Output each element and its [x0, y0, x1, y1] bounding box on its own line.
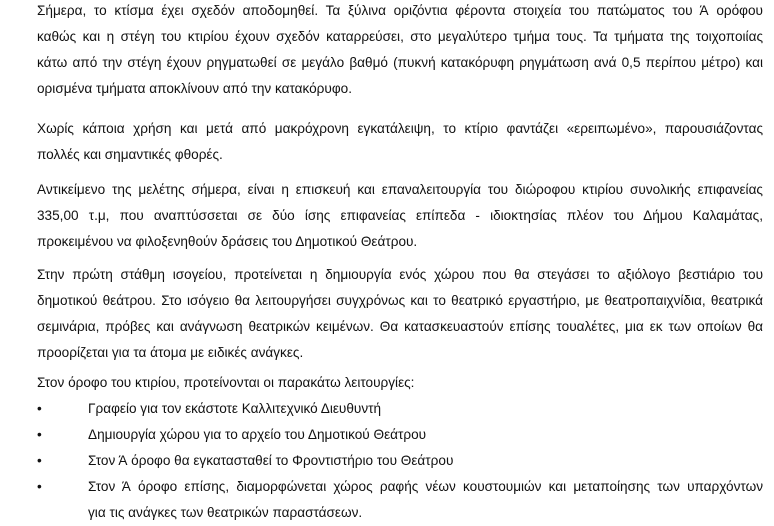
paragraph-building-condition — [37, 0, 763, 102]
list-item — [37, 474, 763, 526]
paragraph-abandonment — [37, 116, 763, 168]
text-line: πολλές και σημαντικές φθορές. — [37, 147, 223, 162]
text-line: Χωρίς κάποια χρήση και μετά από μακρόχρονη εγκατάλειψη, το κτίριο φαντάζει «ερειπωμένο», παρουσιάζοντας — [37, 121, 763, 136]
paragraph-study-object — [37, 177, 763, 255]
text-line: προορίζεται για τα άτομα με ειδικές ανάγκες. — [37, 345, 304, 360]
list-item — [37, 422, 763, 448]
paragraph-ground-floor — [37, 262, 763, 366]
text-line: δημοτικού θεάτρου. Στο ισόγειο θα λειτουργήσει συγχρόνως και το θεατρικό εργαστήριο, με θεατροπαιχνίδια, θεατρικά — [37, 293, 763, 308]
list-item — [37, 448, 763, 474]
list-item-text: Γραφείο για τον εκάστοτε Καλλιτεχνικό Διευθυντή — [88, 401, 382, 416]
paragraph-upper-floor-intro — [37, 370, 763, 396]
bullet-icon: • — [37, 401, 42, 416]
text-line: Σήμερα, το κτίσμα έχει σχεδόν αποδομηθεί. Τα ξύλινα οριζόντια φέροντα στοιχεία του πατώματος του Ά ορόφου — [37, 3, 763, 18]
text-line: ορισμένα τμήματα αποκλίνουν από την κατακόρυφο. — [37, 81, 352, 96]
list-item-text: Στον Ά όροφο επίσης, διαμορφώνεται χώρος ραφής νέων κουστουμιών και μεταποίησης των υπαρχόντων — [88, 479, 763, 494]
text-line: Στον όροφο του κτιρίου, προτείνονται οι παρακάτω λειτουργίες: — [37, 375, 415, 390]
bullet-icon: • — [37, 427, 42, 442]
text-line: Στην πρώτη στάθμη ισογείου, προτείνεται η δημιουργία ενός χώρου που θα στεγάσει το αξιόλογο βεστιάριο του — [37, 267, 763, 282]
text-line: κάτω από την στέγη έχουν ρηγματωθεί σε μεγάλο βαθμό (πυκνή κατακόρυφη ρηγμάτωση ανά 0,5 περίπου μέτρο) και — [37, 55, 763, 70]
upper-floor-functions-list — [37, 396, 763, 526]
text-line: καθώς και η στέγη του κτιρίου έχουν σχεδόν καταρρεύσει, στο μεγαλύτερο τμήμα τους. Τα τμήματα της τοιχοποιίας — [37, 29, 763, 44]
bullet-icon: • — [37, 479, 42, 494]
list-item-text: για τις ανάγκες των θεατρικών παραστάσεων. — [88, 505, 363, 520]
bullet-icon: • — [37, 453, 42, 468]
list-item-text: Δημιουργία χώρου για το αρχείο του Δημοτικού Θεάτρου — [88, 427, 427, 442]
list-item — [37, 396, 763, 422]
text-line: Αντικείμενο της μελέτης σήμερα, είναι η επισκευή και επαναλειτουργία του διώροφου κτιρίου συνολικής επιφανείας — [37, 182, 763, 197]
text-line: προκειμένου να φιλοξενηθούν δράσεις του Δημοτικού Θεάτρου. — [37, 234, 418, 249]
list-item-text: Στον Ά όροφο θα εγκατασταθεί το Φροντιστήριο του Θεάτρου — [88, 453, 454, 468]
text-line: σεμινάρια, πρόβες και ανάγνωση θεατρικών κειμένων. Θα κατασκευαστούν επίσης τουαλέτες, μια εκ των οποίων θα — [37, 319, 763, 334]
text-line: 335,00 τ.μ, που αναπτύσσεται σε δύο ίσης επιφανείας επίπεδα - ιδιοκτησίας πλέον του Δήμου Καλαμάτας, — [37, 208, 763, 223]
